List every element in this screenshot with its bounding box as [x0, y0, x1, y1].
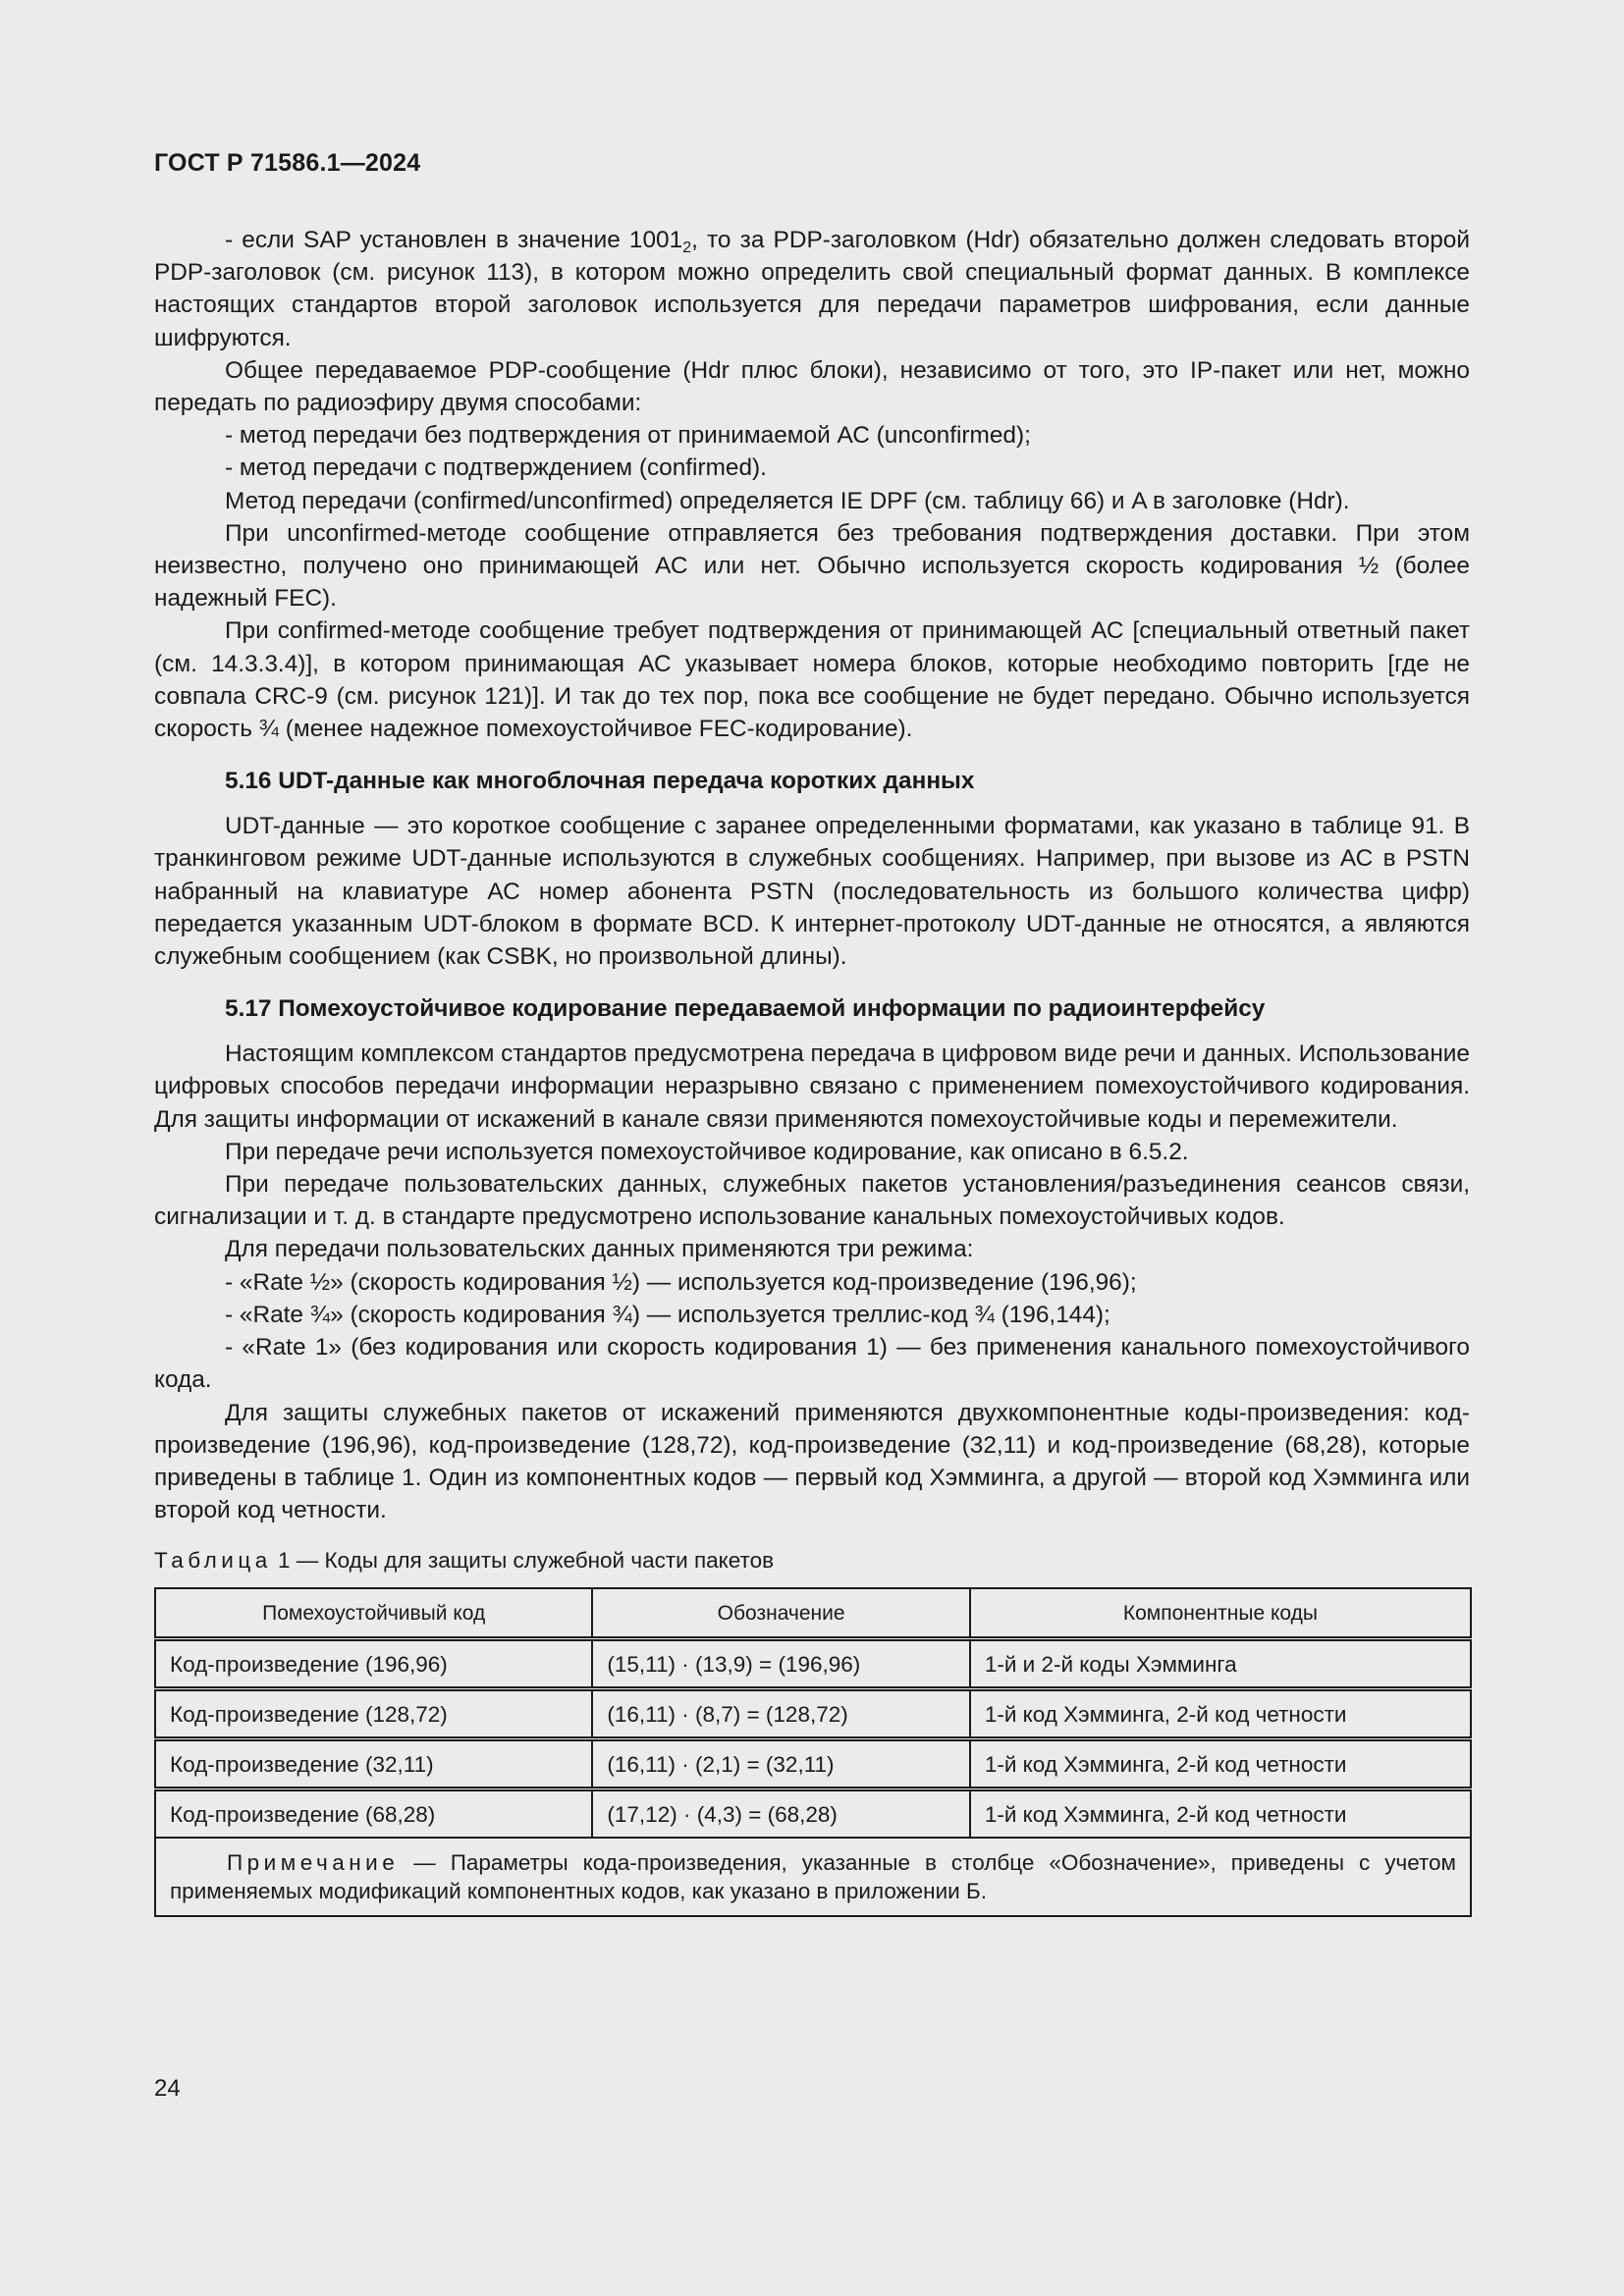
paragraph-fec-intro: Настоящим комплексом стандартов предусмотрена передача в цифровом виде речи и данных. Использование цифровых способов передачи информации неразрывно связано с применением помехоустойчивого кодирования. Для защиты информации от искажений в канале связи применяются помехоустойчивые коды и перемежители. [154, 1041, 1470, 1133]
list-item-confirmed: - метод передачи с подтверждением (confirmed). [225, 454, 767, 482]
table-caption: Таблица 1 — Коды для защиты служебной части пакетов [154, 1548, 775, 1574]
table-cell: 1-й код Хэмминга, 2-й код четности [970, 1739, 1471, 1789]
table-row [155, 1789, 1471, 1839]
table-cell: Код-произведение (32,11) [155, 1739, 592, 1789]
table-cell: (16,11) · (2,1) = (32,11) [592, 1739, 969, 1789]
paragraph-sap: - если SAP установлен в значение $1001_2$, то за PDP-заголовком (Hdr) обязательно должен следовать второй PDP-заголовок (см. рисунок 113), в котором можно определить свой специальный формат данных. В комплексе настоящих стандартов второй заголовок используется для передачи параметров шифрования, если данные шифруются. [154, 227, 1470, 351]
table-cell: Код-произведение (128,72) [155, 1689, 592, 1739]
paragraph-product-codes: Для защиты служебных пакетов от искажений применяются двухкомпонентные коды-произведения: код-произведение (196,96), код-произведение (128,72), код-произведение (32,11) и код-произведение (68,28), которые приведены в таблице 1. Один из компонентных кодов — первый код Хэмминга, а другой — второй код Хэмминга или второй код четности. [154, 1399, 1470, 1524]
table-cell: 1-й и 2-й коды Хэмминга [970, 1639, 1471, 1689]
paragraph-voice-coding: При передаче речи используется помехоустойчивое кодирование, как описано в 6.5.2. [225, 1138, 1189, 1165]
paragraph-confirmed-method: При confirmed-методе сообщение требует подтверждения от принимающей АС [специальный ответный пакет (см. 14.3.3.4)], в котором принимающая АС указывает номера блоков, которые необходимо повторить [где не совпала CRC-9 (см. рисунок 121)]. И так до тех пор, пока все сообщение не будет передано. Обычно используется скорость ¾ (менее надежное помехоустойчивое FEC-кодирование). [154, 617, 1470, 743]
list-item-rate-three-quarters: - «Rate ¾» (скорость кодирования ¾) — используется треллис-код ¾ (196,144); [225, 1301, 1110, 1328]
table-row [155, 1639, 1471, 1689]
table-cell: Код-произведение (196,96) [155, 1639, 592, 1689]
table-cell: Код-произведение (68,28) [155, 1789, 592, 1839]
list-item-rate-half: - «Rate ½» (скорость кодирования ½) — используется код-произведение (196,96); [225, 1268, 1137, 1296]
table-cell: 1-й код Хэмминга, 2-й код четности [970, 1789, 1471, 1839]
table-header-row [155, 1588, 1471, 1639]
list-item-rate-one: - «Rate 1» (без кодирования или скорость кодирования 1) — без применения канального помехоустойчивого кода. [154, 1334, 1470, 1394]
table-cell: 1-й код Хэмминга, 2-й код четности [970, 1689, 1471, 1739]
page-number: 24 [154, 2075, 181, 2102]
table-cell: (17,12) · (4,3) = (68,28) [592, 1789, 969, 1839]
table-note-row [155, 1838, 1471, 1916]
paragraph-transfer-method: Метод передачи (confirmed/unconfirmed) определяется IE DPF (см. таблицу 66) и A в заголовке (Hdr). [225, 487, 1350, 514]
paragraph-three-modes: Для передачи пользовательских данных применяются три режима: [225, 1236, 974, 1263]
document-code-header: ГОСТ Р 71586.1—2024 [154, 149, 421, 177]
section-heading-5-16: 5.16 UDT-данные как многоблочная передача коротких данных [225, 768, 975, 795]
column-header: Компонентные коды [970, 1588, 1471, 1639]
paragraph-unconfirmed-method: При unconfirmed-методе сообщение отправляется без требования подтверждения доставки. При этом неизвестно, получено оно принимающей АС или нет. Обычно используется скорость кодирования ½ (более надежный FEC). [154, 519, 1470, 613]
table-row [155, 1689, 1471, 1739]
paragraph-channel-codes: При передаче пользовательских данных, служебных пакетов установления/разъединения сеансов связи, сигнализации и т. д. в стандарте предусмотрено использование канальных помехоустойчивых кодов. [154, 1171, 1470, 1231]
list-item-unconfirmed: - метод передачи без подтверждения от принимаемой АС (unconfirmed); [225, 422, 1031, 450]
column-header: Помехоустойчивый код [155, 1588, 592, 1639]
table-row [155, 1739, 1471, 1789]
codes-table [154, 1587, 1472, 1917]
table-cell: (16,11) · (8,7) = (128,72) [592, 1689, 969, 1739]
paragraph-pdp-message: Общее передаваемое PDP-сообщение (Hdr плюс блоки), независимо от того, это IP-пакет или нет, можно передать по радиоэфиру двумя способами: [154, 356, 1470, 417]
document-body [154, 224, 1470, 1917]
table-note: Примечание — Параметры кода-произведения, указанные в столбце «Обозначение», приведены с учетом применяемых модификаций компонентных кодов, как указано в приложении Б. [155, 1838, 1471, 1916]
column-header: Обозначение [592, 1588, 969, 1639]
table-cell: (15,11) · (13,9) = (196,96) [592, 1639, 969, 1689]
section-heading-5-17: 5.17 Помехоустойчивое кодирование передаваемой информации по радиоинтерфейсу [225, 995, 1266, 1023]
paragraph-udt-data: UDT-данные — это короткое сообщение с заранее определенными форматами, как указано в таблице 91. В транкинговом режиме UDT-данные используются в служебных сообщениях. Например, при вызове из АС в PSTN набранный на клавиатуре АС номер абонента PSTN (последовательность из большого количества цифр) передается указанным UDT-блоком в формате BCD. К интернет-протоколу UDT-данные не относятся, а являются служебным сообщением (как CSBK, но произвольной длины). [154, 813, 1470, 971]
